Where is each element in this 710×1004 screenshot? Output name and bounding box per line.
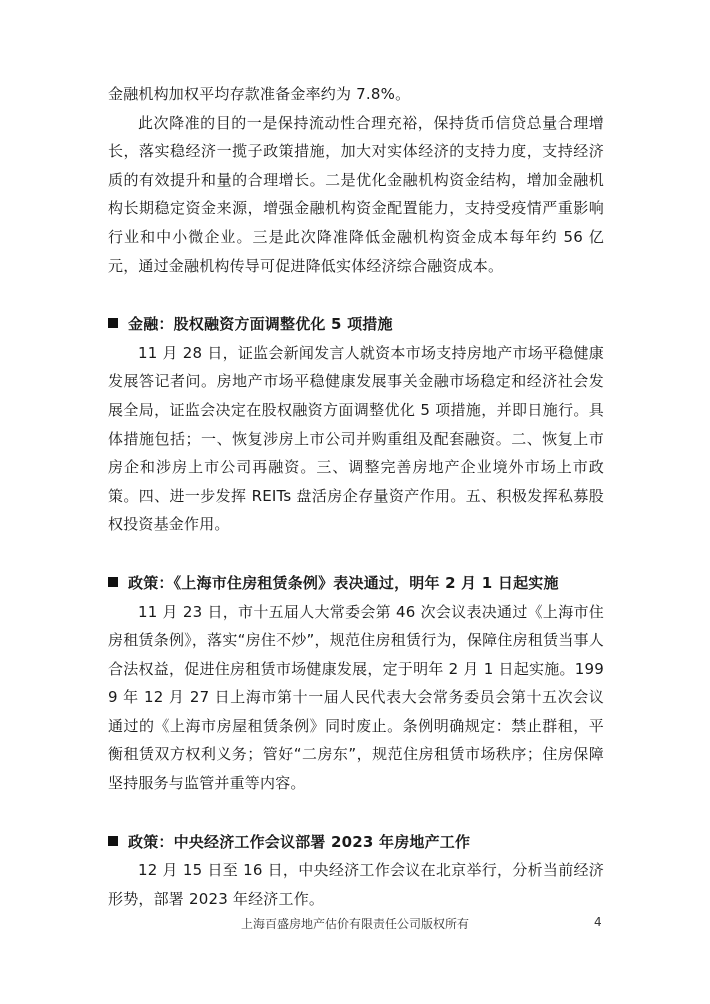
section-heading-text: 政策：《上海市住房租赁条例》表决通过，明年 2 月 1 日起实施 <box>128 573 559 592</box>
section-paragraph: 12 月 15 日至 16 日，中央经济工作会议在北京举行，分析当前经济形势，部署 2023 年经济工作。 <box>108 861 604 908</box>
square-bullet-icon <box>108 836 118 846</box>
section-heading-text: 金融：股权融资方面调整优化 5 项措施 <box>128 315 393 334</box>
square-bullet-icon <box>108 318 118 328</box>
section-heading-text: 政策：中央经济工作会议部署 2023 年房地产工作 <box>128 832 471 851</box>
section-equity-financing <box>108 310 604 539</box>
rrr-cut-purpose-paragraph: 此次降准的目的一是保持流动性合理充裕，保持货币信贷总量合理增长，落实稳经济一揽子政策措施，加大对实体经济的支持力度，支持经济质的有效提升和量的合理增长。二是优化金融机构资金结构，增加金融机构长期稳定资金来源，增强金融机构资金配置能力，支持受疫情严重影响行业和中小微企业。三是此次降准降低金融机构资金成本每年约 56 亿元，通过金融机构传导可促进降低实体经济综合融资成本。 <box>108 113 604 275</box>
section-paragraph: 11 月 28 日，证监会新闻发言人就资本市场支持房地产市场平稳健康发展答记者问。房地产市场平稳健康发展事关金融市场稳定和经济社会发展全局，证监会决定在股权融资方面调整优化 5 项措施，并即日施行。具体措施包括；一、恢复涉房上市公司并购重组及配套融资。二、恢复上市房企和涉房上市公司再融资。三、调整完善房地产企业境外市场上市政策。四、进一步发挥 REITs 盘活房企存量资产作用。五、积极发挥私募股权投资基金作用。 <box>108 343 604 534</box>
page-number: 4 <box>594 915 602 929</box>
footer-copyright: 上海百盛房地产估价有限责任公司版权所有 <box>240 917 469 931</box>
section-heading <box>108 310 604 339</box>
section-heading <box>108 569 604 598</box>
section-heading <box>108 828 604 857</box>
square-bullet-icon <box>108 577 118 587</box>
section-rental-regulation <box>108 569 604 798</box>
continued-paragraph: 金融机构加权平均存款准备金率约为 7.8%。 <box>108 85 411 103</box>
section-paragraph: 11 月 23 日，市十五届人大常委会第 46 次会议表决通过《上海市住房租赁条例》，落实“房住不炒”，规范住房租赁行为，保障住房租赁当事人合法权益，促进住房租赁市场健康发展，定于明年 2 月 1 日起实施。1999 年 12 月 27 日上海市第十一届人民代表大会常务委员会第十五次会议通过的《上海市房屋租赁条例》同时废止。条例明确规定：禁止群租，平衡租赁双方权利义务；管好“二房东”，规范住房租赁市场秩序；住房保障坚持服务与监管并重等内容。 <box>108 602 604 793</box>
section-central-economic-conference <box>108 828 604 914</box>
page-content <box>108 80 604 913</box>
